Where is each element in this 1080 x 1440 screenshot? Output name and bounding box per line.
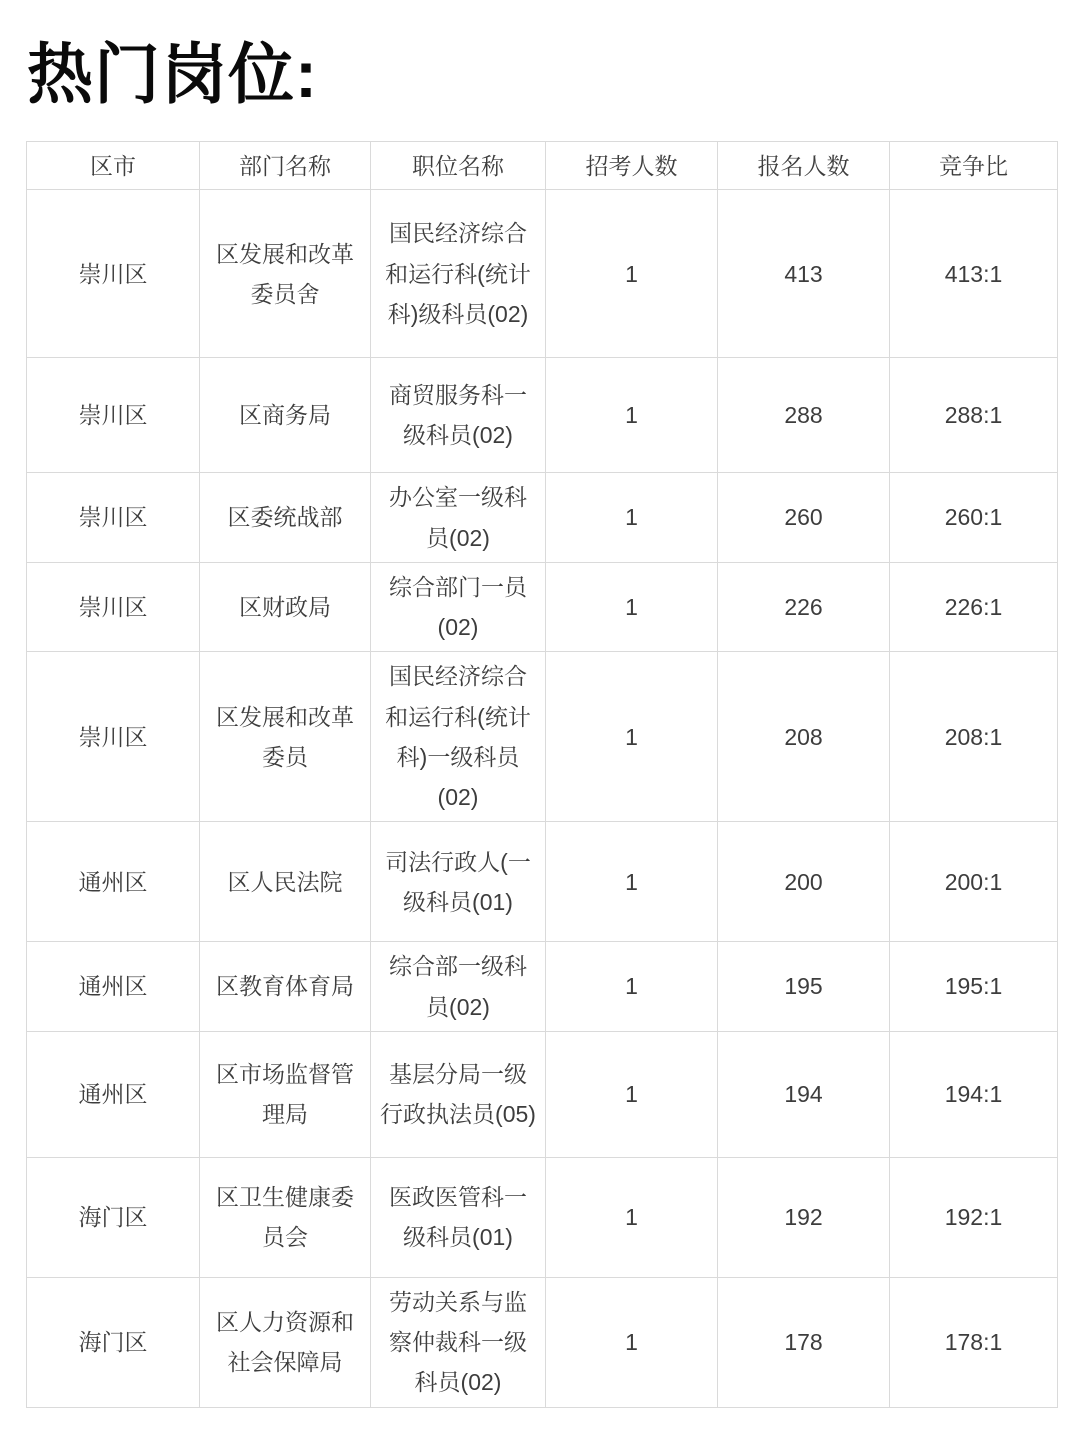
cell-position: 办公室一级科员(02) — [371, 473, 546, 563]
cell-competition-ratio: 226:1 — [890, 562, 1058, 652]
cell-applicant-count: 226 — [718, 562, 890, 652]
cell-department: 区商务局 — [200, 358, 371, 473]
cell-recruit-count: 1 — [546, 942, 718, 1032]
cell-district: 崇川区 — [27, 358, 200, 473]
table-row — [27, 1277, 1058, 1407]
cell-recruit-count: 1 — [546, 1157, 718, 1277]
cell-position: 综合部门一员(02) — [371, 562, 546, 652]
table-body — [27, 190, 1058, 1407]
cell-district: 海门区 — [27, 1277, 200, 1407]
cell-district: 通州区 — [27, 942, 200, 1032]
header-department: 部门名称 — [200, 142, 371, 190]
cell-applicant-count: 208 — [718, 652, 890, 822]
cell-competition-ratio: 288:1 — [890, 358, 1058, 473]
cell-position: 国民经济综合和运行科(统计科)级科员(02) — [371, 190, 546, 358]
cell-recruit-count: 1 — [546, 473, 718, 563]
table-row — [27, 942, 1058, 1032]
cell-competition-ratio: 200:1 — [890, 822, 1058, 942]
cell-applicant-count: 194 — [718, 1031, 890, 1157]
cell-district: 崇川区 — [27, 562, 200, 652]
cell-department: 区人力资源和社会保障局 — [200, 1277, 371, 1407]
table-row — [27, 652, 1058, 822]
cell-district: 崇川区 — [27, 190, 200, 358]
cell-district: 海门区 — [27, 1157, 200, 1277]
cell-recruit-count: 1 — [546, 822, 718, 942]
cell-department: 区教育体育局 — [200, 942, 371, 1032]
cell-recruit-count: 1 — [546, 1277, 718, 1407]
cell-department: 区卫生健康委员会 — [200, 1157, 371, 1277]
table-header-row — [27, 142, 1058, 190]
cell-department: 区财政局 — [200, 562, 371, 652]
table-row — [27, 562, 1058, 652]
cell-recruit-count: 1 — [546, 1031, 718, 1157]
cell-department: 区人民法院 — [200, 822, 371, 942]
cell-position: 商贸服务科一级科员(02) — [371, 358, 546, 473]
table-row — [27, 473, 1058, 563]
cell-applicant-count: 260 — [718, 473, 890, 563]
cell-applicant-count: 413 — [718, 190, 890, 358]
cell-district: 崇川区 — [27, 473, 200, 563]
cell-competition-ratio: 413:1 — [890, 190, 1058, 358]
cell-position: 基层分局一级行政执法员(05) — [371, 1031, 546, 1157]
table-row — [27, 1031, 1058, 1157]
cell-competition-ratio: 192:1 — [890, 1157, 1058, 1277]
hot-positions-table — [26, 141, 1058, 1407]
header-applicant-count: 报名人数 — [718, 142, 890, 190]
cell-recruit-count: 1 — [546, 190, 718, 358]
table-row — [27, 822, 1058, 942]
cell-department: 区委统战部 — [200, 473, 371, 563]
cell-recruit-count: 1 — [546, 358, 718, 473]
cell-district: 通州区 — [27, 822, 200, 942]
cell-position: 国民经济综合和运行科(统计科)一级科员(02) — [371, 652, 546, 822]
cell-department: 区市场监督管理局 — [200, 1031, 371, 1157]
cell-department: 区发展和改革委员舍 — [200, 190, 371, 358]
table-row — [27, 190, 1058, 358]
header-district: 区市 — [27, 142, 200, 190]
cell-competition-ratio: 195:1 — [890, 942, 1058, 1032]
table-row — [27, 358, 1058, 473]
cell-applicant-count: 288 — [718, 358, 890, 473]
cell-competition-ratio: 178:1 — [890, 1277, 1058, 1407]
cell-position: 司法行政人(一级科员(01) — [371, 822, 546, 942]
cell-recruit-count: 1 — [546, 652, 718, 822]
header-position: 职位名称 — [371, 142, 546, 190]
header-competition-ratio: 竞争比 — [890, 142, 1058, 190]
table-row — [27, 1157, 1058, 1277]
cell-competition-ratio: 208:1 — [890, 652, 1058, 822]
cell-position: 综合部一级科员(02) — [371, 942, 546, 1032]
cell-position: 医政医管科一级科员(01) — [371, 1157, 546, 1277]
cell-position: 劳动关系与监察仲裁科一级科员(02) — [371, 1277, 546, 1407]
page-title: 热门岗位: — [27, 37, 318, 111]
cell-recruit-count: 1 — [546, 562, 718, 652]
cell-district: 崇川区 — [27, 652, 200, 822]
cell-applicant-count: 178 — [718, 1277, 890, 1407]
cell-competition-ratio: 260:1 — [890, 473, 1058, 563]
cell-applicant-count: 192 — [718, 1157, 890, 1277]
cell-district: 通州区 — [27, 1031, 200, 1157]
cell-applicant-count: 200 — [718, 822, 890, 942]
cell-competition-ratio: 194:1 — [890, 1031, 1058, 1157]
cell-department: 区发展和改革委员 — [200, 652, 371, 822]
header-recruit-count: 招考人数 — [546, 142, 718, 190]
cell-applicant-count: 195 — [718, 942, 890, 1032]
